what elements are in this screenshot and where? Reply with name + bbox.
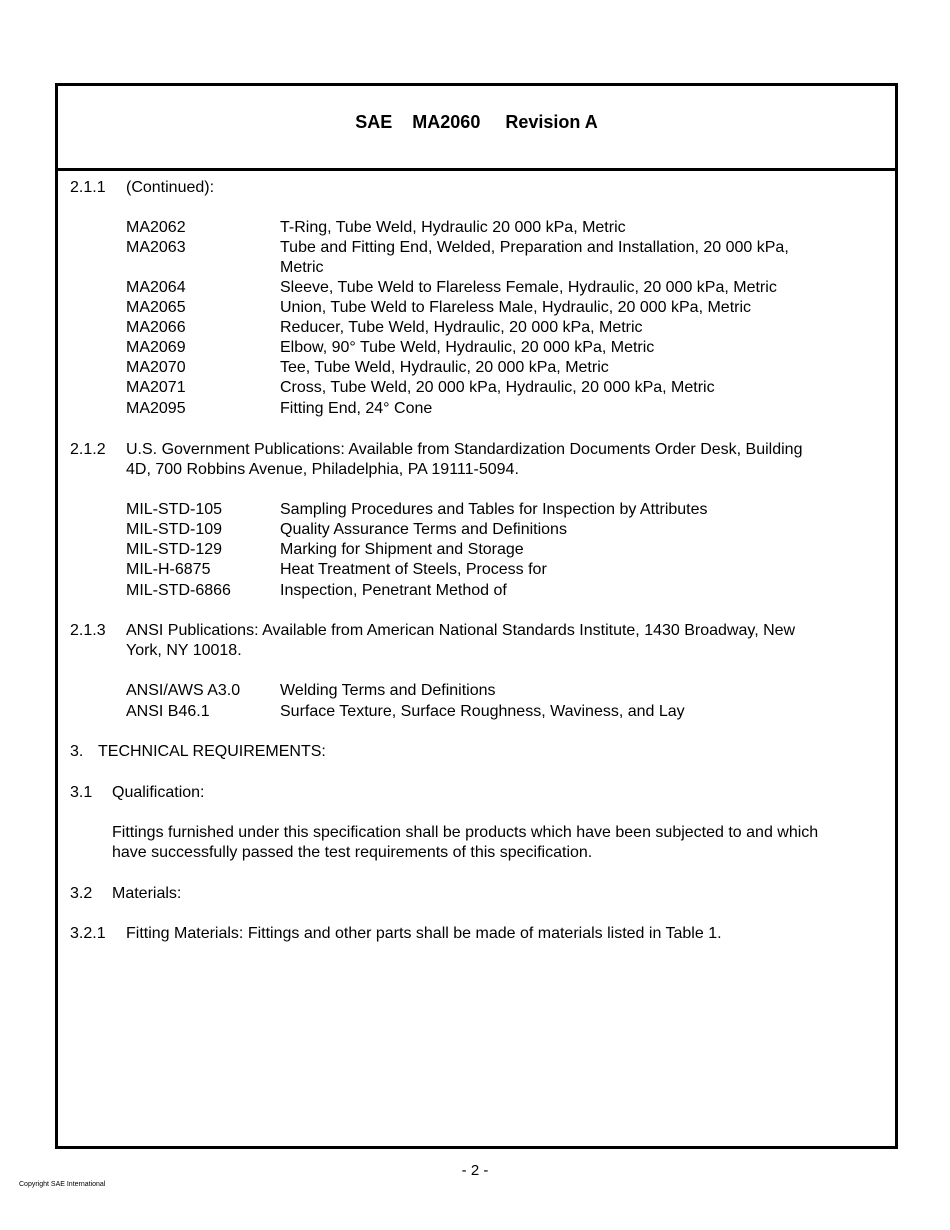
spec-desc: Heat Treatment of Steels, Process for xyxy=(280,561,547,578)
spec-code: MIL-STD-129 xyxy=(126,541,223,558)
document-title: SAE MA2060 Revision A xyxy=(355,111,598,132)
spec-desc: Cross, Tube Weld, 20 000 kPa, Hydraulic, 20 000 kPa, Metric xyxy=(280,379,715,396)
spec-desc: Sleeve, Tube Weld to Flareless Female, Hydraulic, 20 000 kPa, Metric xyxy=(280,279,777,296)
spec-code: MA2063 xyxy=(126,239,186,256)
spec-code: MA2064 xyxy=(126,279,186,296)
spec-desc: Elbow, 90° Tube Weld, Hydraulic, 20 000 kPa, Metric xyxy=(280,339,655,356)
paragraph-text: have successfully passed the test requirements of this specification. xyxy=(112,844,593,861)
spec-code: MIL-STD-6866 xyxy=(126,582,231,599)
section-text: U.S. Government Publications: Available from Standardization Documents Order Desk, Building xyxy=(126,441,803,458)
section-text: 4D, 700 Robbins Avenue, Philadelphia, PA 19111-5094. xyxy=(126,461,519,478)
section-title: Materials: xyxy=(112,885,182,902)
spec-desc: Sampling Procedures and Tables for Inspection by Attributes xyxy=(280,501,708,518)
section-title: TECHNICAL REQUIREMENTS: xyxy=(98,743,326,760)
spec-desc: Surface Texture, Surface Roughness, Waviness, and Lay xyxy=(280,703,685,720)
page-number: - 2 - xyxy=(461,1162,489,1179)
spec-desc: Fitting End, 24° Cone xyxy=(280,400,433,417)
spec-desc: Welding Terms and Definitions xyxy=(280,682,496,699)
section-number: 2.1.1 xyxy=(70,179,106,196)
spec-desc: Reducer, Tube Weld, Hydraulic, 20 000 kPa, Metric xyxy=(280,319,643,336)
spec-code: MA2070 xyxy=(126,359,186,376)
section-number: 3.2 xyxy=(70,885,93,902)
spec-desc: Tube and Fitting End, Welded, Preparation and Installation, 20 000 kPa, xyxy=(280,239,789,256)
spec-desc-continued: Metric xyxy=(280,259,324,276)
spec-desc: Quality Assurance Terms and Definitions xyxy=(280,521,567,538)
spec-code: ANSI B46.1 xyxy=(126,703,210,720)
spec-code: MA2066 xyxy=(126,319,186,336)
spec-code: MA2071 xyxy=(126,379,186,396)
spec-desc: T-Ring, Tube Weld, Hydraulic 20 000 kPa, Metric xyxy=(280,219,626,236)
spec-code: MA2065 xyxy=(126,299,186,316)
copyright-notice: Copyright SAE International xyxy=(19,1181,106,1188)
section-title: (Continued): xyxy=(126,179,215,196)
spec-code: MIL-STD-109 xyxy=(126,521,223,538)
section-title: Qualification: xyxy=(112,784,205,801)
section-number: 2.1.3 xyxy=(70,622,106,639)
spec-code: MIL-STD-105 xyxy=(126,501,223,518)
spec-desc: Tee, Tube Weld, Hydraulic, 20 000 kPa, Metric xyxy=(280,359,609,376)
spec-code: MA2069 xyxy=(126,339,186,356)
page-header xyxy=(58,86,895,171)
spec-code: MA2095 xyxy=(126,400,186,417)
spec-desc: Union, Tube Weld to Flareless Male, Hydraulic, 20 000 kPa, Metric xyxy=(280,299,752,316)
section-number: 3.1 xyxy=(70,784,93,801)
spec-desc: Marking for Shipment and Storage xyxy=(280,541,524,558)
section-text: ANSI Publications: Available from American National Standards Institute, 1430 Broadway, New xyxy=(126,622,796,639)
paragraph-text: Fitting Materials: Fittings and other parts shall be made of materials listed in Table 1. xyxy=(126,925,722,942)
spec-code: MA2062 xyxy=(126,219,186,236)
spec-desc: Inspection, Penetrant Method of xyxy=(280,582,507,599)
spec-code: MIL-H-6875 xyxy=(126,561,211,578)
section-number: 3. xyxy=(70,743,84,760)
section-text: York, NY 10018. xyxy=(126,642,242,659)
section-number: 2.1.2 xyxy=(70,441,106,458)
paragraph-text: Fittings furnished under this specification shall be products which have been subjected to and which xyxy=(112,824,819,841)
spec-code: ANSI/AWS A3.0 xyxy=(126,682,241,699)
section-number: 3.2.1 xyxy=(70,925,106,942)
